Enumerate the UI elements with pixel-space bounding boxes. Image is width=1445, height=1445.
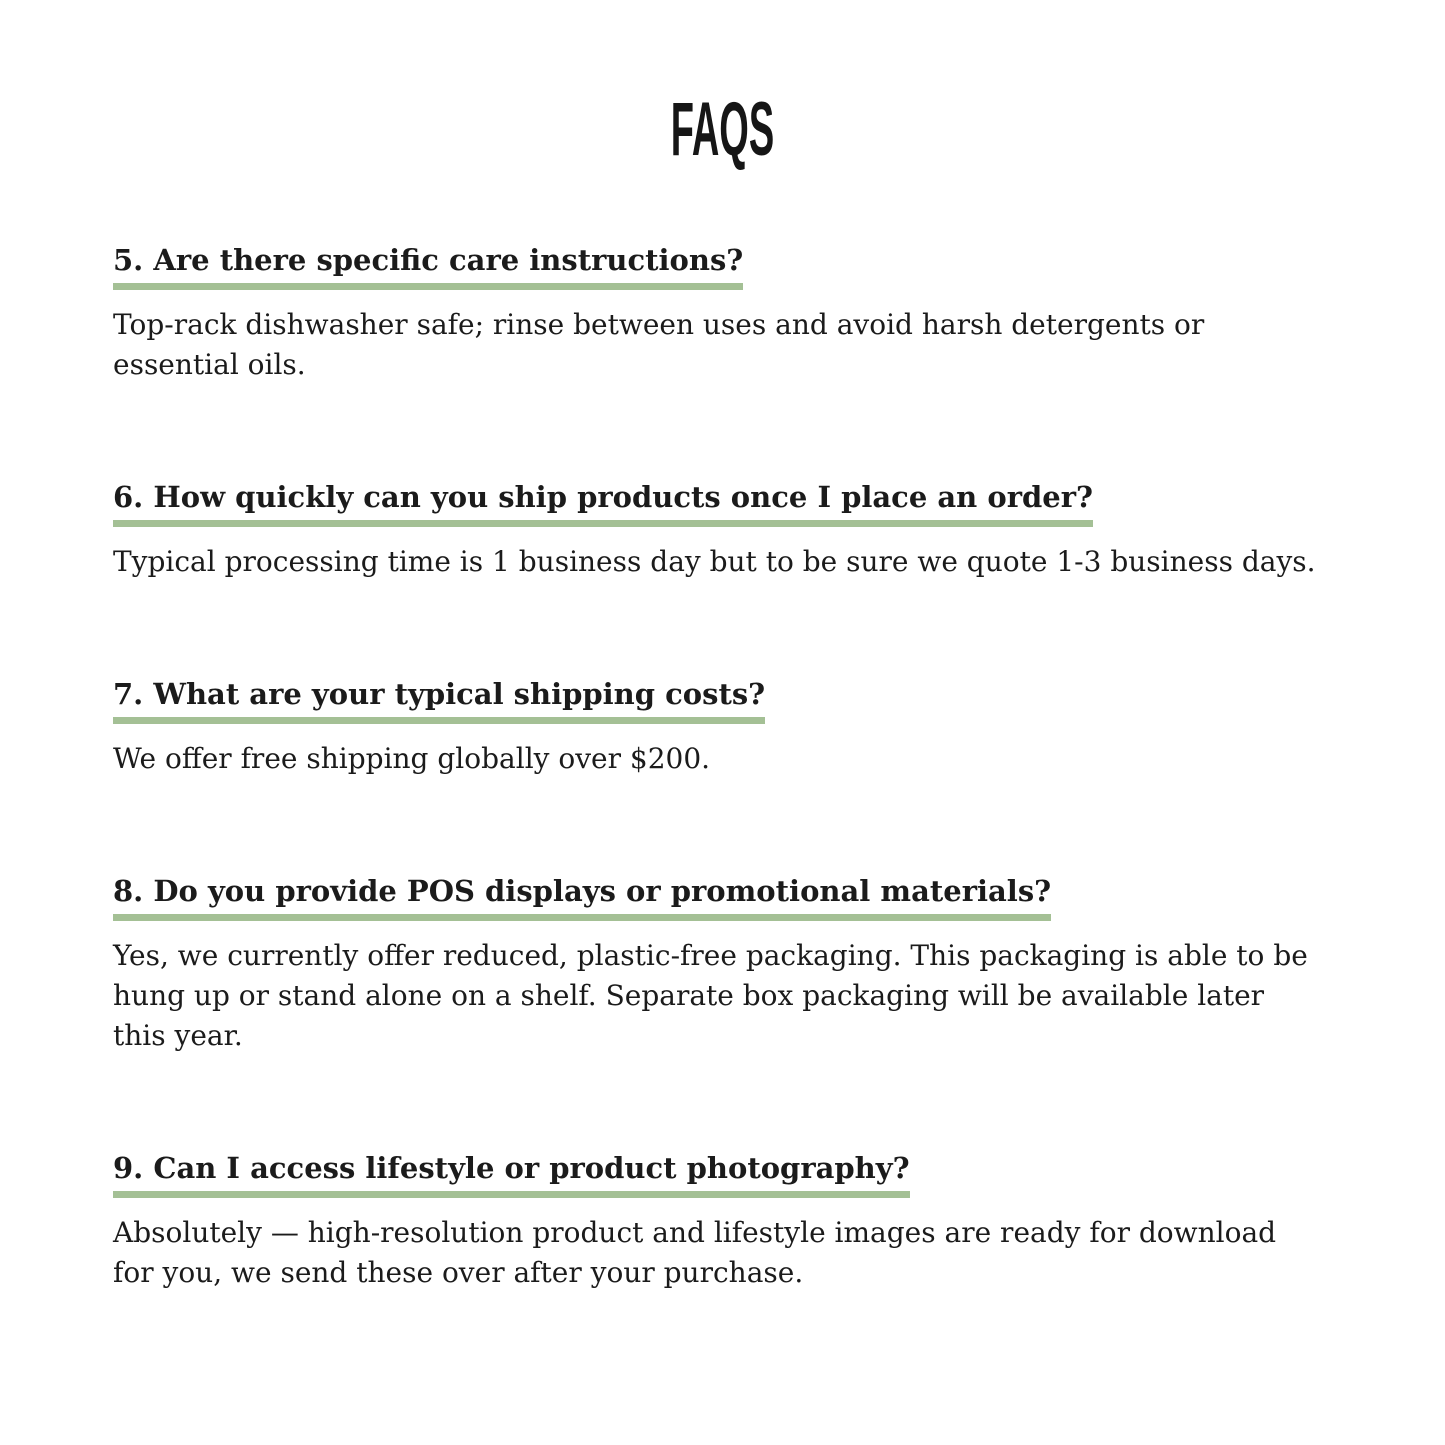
- faq-question: 5. Are there specific care instructions?: [113, 242, 743, 290]
- page-title-text: FAQS: [670, 87, 775, 172]
- faq-question: 9. Can I access lifestyle or product photography?: [113, 1150, 910, 1198]
- page-title: [0, 87, 1445, 172]
- faq-answer: Top-rack dishwasher safe; rinse between uses and avoid harsh detergents or essential oils.: [113, 308, 1205, 381]
- faq-item: [113, 873, 1318, 1056]
- faq-answer: We offer free shipping globally over $200.: [113, 742, 711, 775]
- faq-answer: Typical processing time is 1 business day but to be sure we quote 1-3 business days.: [113, 545, 1316, 578]
- faq-item: [113, 479, 1318, 582]
- faq-item: [113, 242, 1318, 385]
- faq-answer: Absolutely — high-resolution product and lifestyle images are ready for download for you, we send these over after your purchase.: [113, 1216, 1277, 1289]
- faq-item: [113, 676, 1318, 779]
- faq-item: [113, 1150, 1318, 1293]
- faq-question: 7. What are your typical shipping costs?: [113, 676, 765, 724]
- faq-question: 6. How quickly can you ship products once I place an order?: [113, 479, 1093, 527]
- faq-list: [0, 242, 1318, 1293]
- faq-question: 8. Do you provide POS displays or promotional materials?: [113, 873, 1051, 921]
- faq-answer: Yes, we currently offer reduced, plastic-free packaging. This packaging is able to be hung up or stand alone on a shelf. Separate box packaging will be available later this year.: [113, 939, 1308, 1052]
